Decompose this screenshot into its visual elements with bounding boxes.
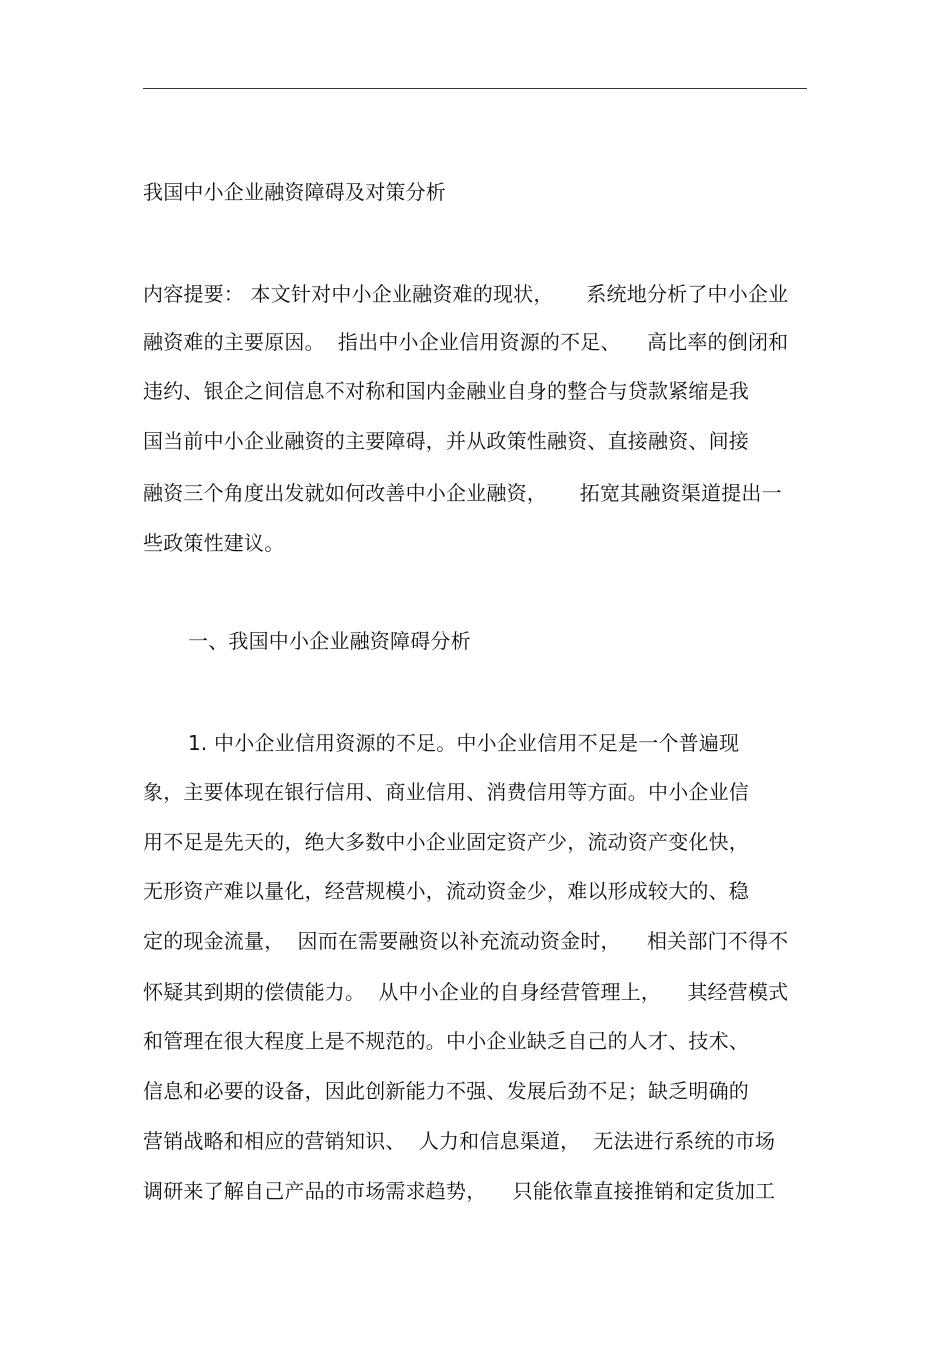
body-line: 调研来了解自己产品的市场需求趋势， 只能依靠直接推销和定货加工 xyxy=(143,1179,776,1203)
header-rule xyxy=(143,88,807,89)
abstract-line: 些政策性建议。 xyxy=(143,531,285,555)
body-line: 无形资产难以量化，经营规模小，流动资金少，难以形成较大的、稳 xyxy=(143,879,749,903)
body-line: 营销战略和相应的营销知识、 人力和信息渠道， 无法进行系统的市场 xyxy=(143,1129,776,1153)
abstract-line: 融资三个角度出发就如何改善中小企业融资， 拓宽其融资渠道提出一 xyxy=(143,481,782,505)
abstract-line: 融资难的主要原因。 指出中小企业信用资源的不足、 高比率的倒闭和 xyxy=(143,330,789,354)
body-line: 象，主要体现在银行信用、商业信用、消费信用等方面。中小企业信 xyxy=(143,780,749,804)
abstract-line: 内容提要： 本文针对中小企业融资难的现状， 系统地分析了中小企业 xyxy=(143,282,789,306)
abstract-line: 国当前中小企业融资的主要障碍，并从政策性融资、直接融资、间接 xyxy=(143,429,749,453)
document-title: 我国中小企业融资障碍及对策分析 xyxy=(143,180,446,204)
body-line: 和管理在很大程度上是不规范的。中小企业缺乏自己的人才、技术、 xyxy=(143,1029,749,1053)
body-line: 怀疑其到期的偿债能力。 从中小企业的自身经营管理上， 其经营模式 xyxy=(143,980,789,1004)
abstract-line: 违约、银企之间信息不对称和国内金融业自身的整合与贷款紧缩是我 xyxy=(143,379,749,403)
section-heading: 一、我国中小企业融资障碍分析 xyxy=(188,629,471,653)
body-line: 信息和必要的设备，因此创新能力不强、发展后劲不足；缺乏明确的 xyxy=(143,1079,749,1103)
body-line: 1. 中小企业信用资源的不足。中小企业信用不足是一个普遍现 xyxy=(188,731,740,755)
body-line: 用不足是先天的，绝大多数中小企业固定资产少，流动资产变化快， xyxy=(143,830,749,854)
body-line: 定的现金流量， 因而在需要融资以补充流动资金时， 相关部门不得不 xyxy=(143,929,789,953)
